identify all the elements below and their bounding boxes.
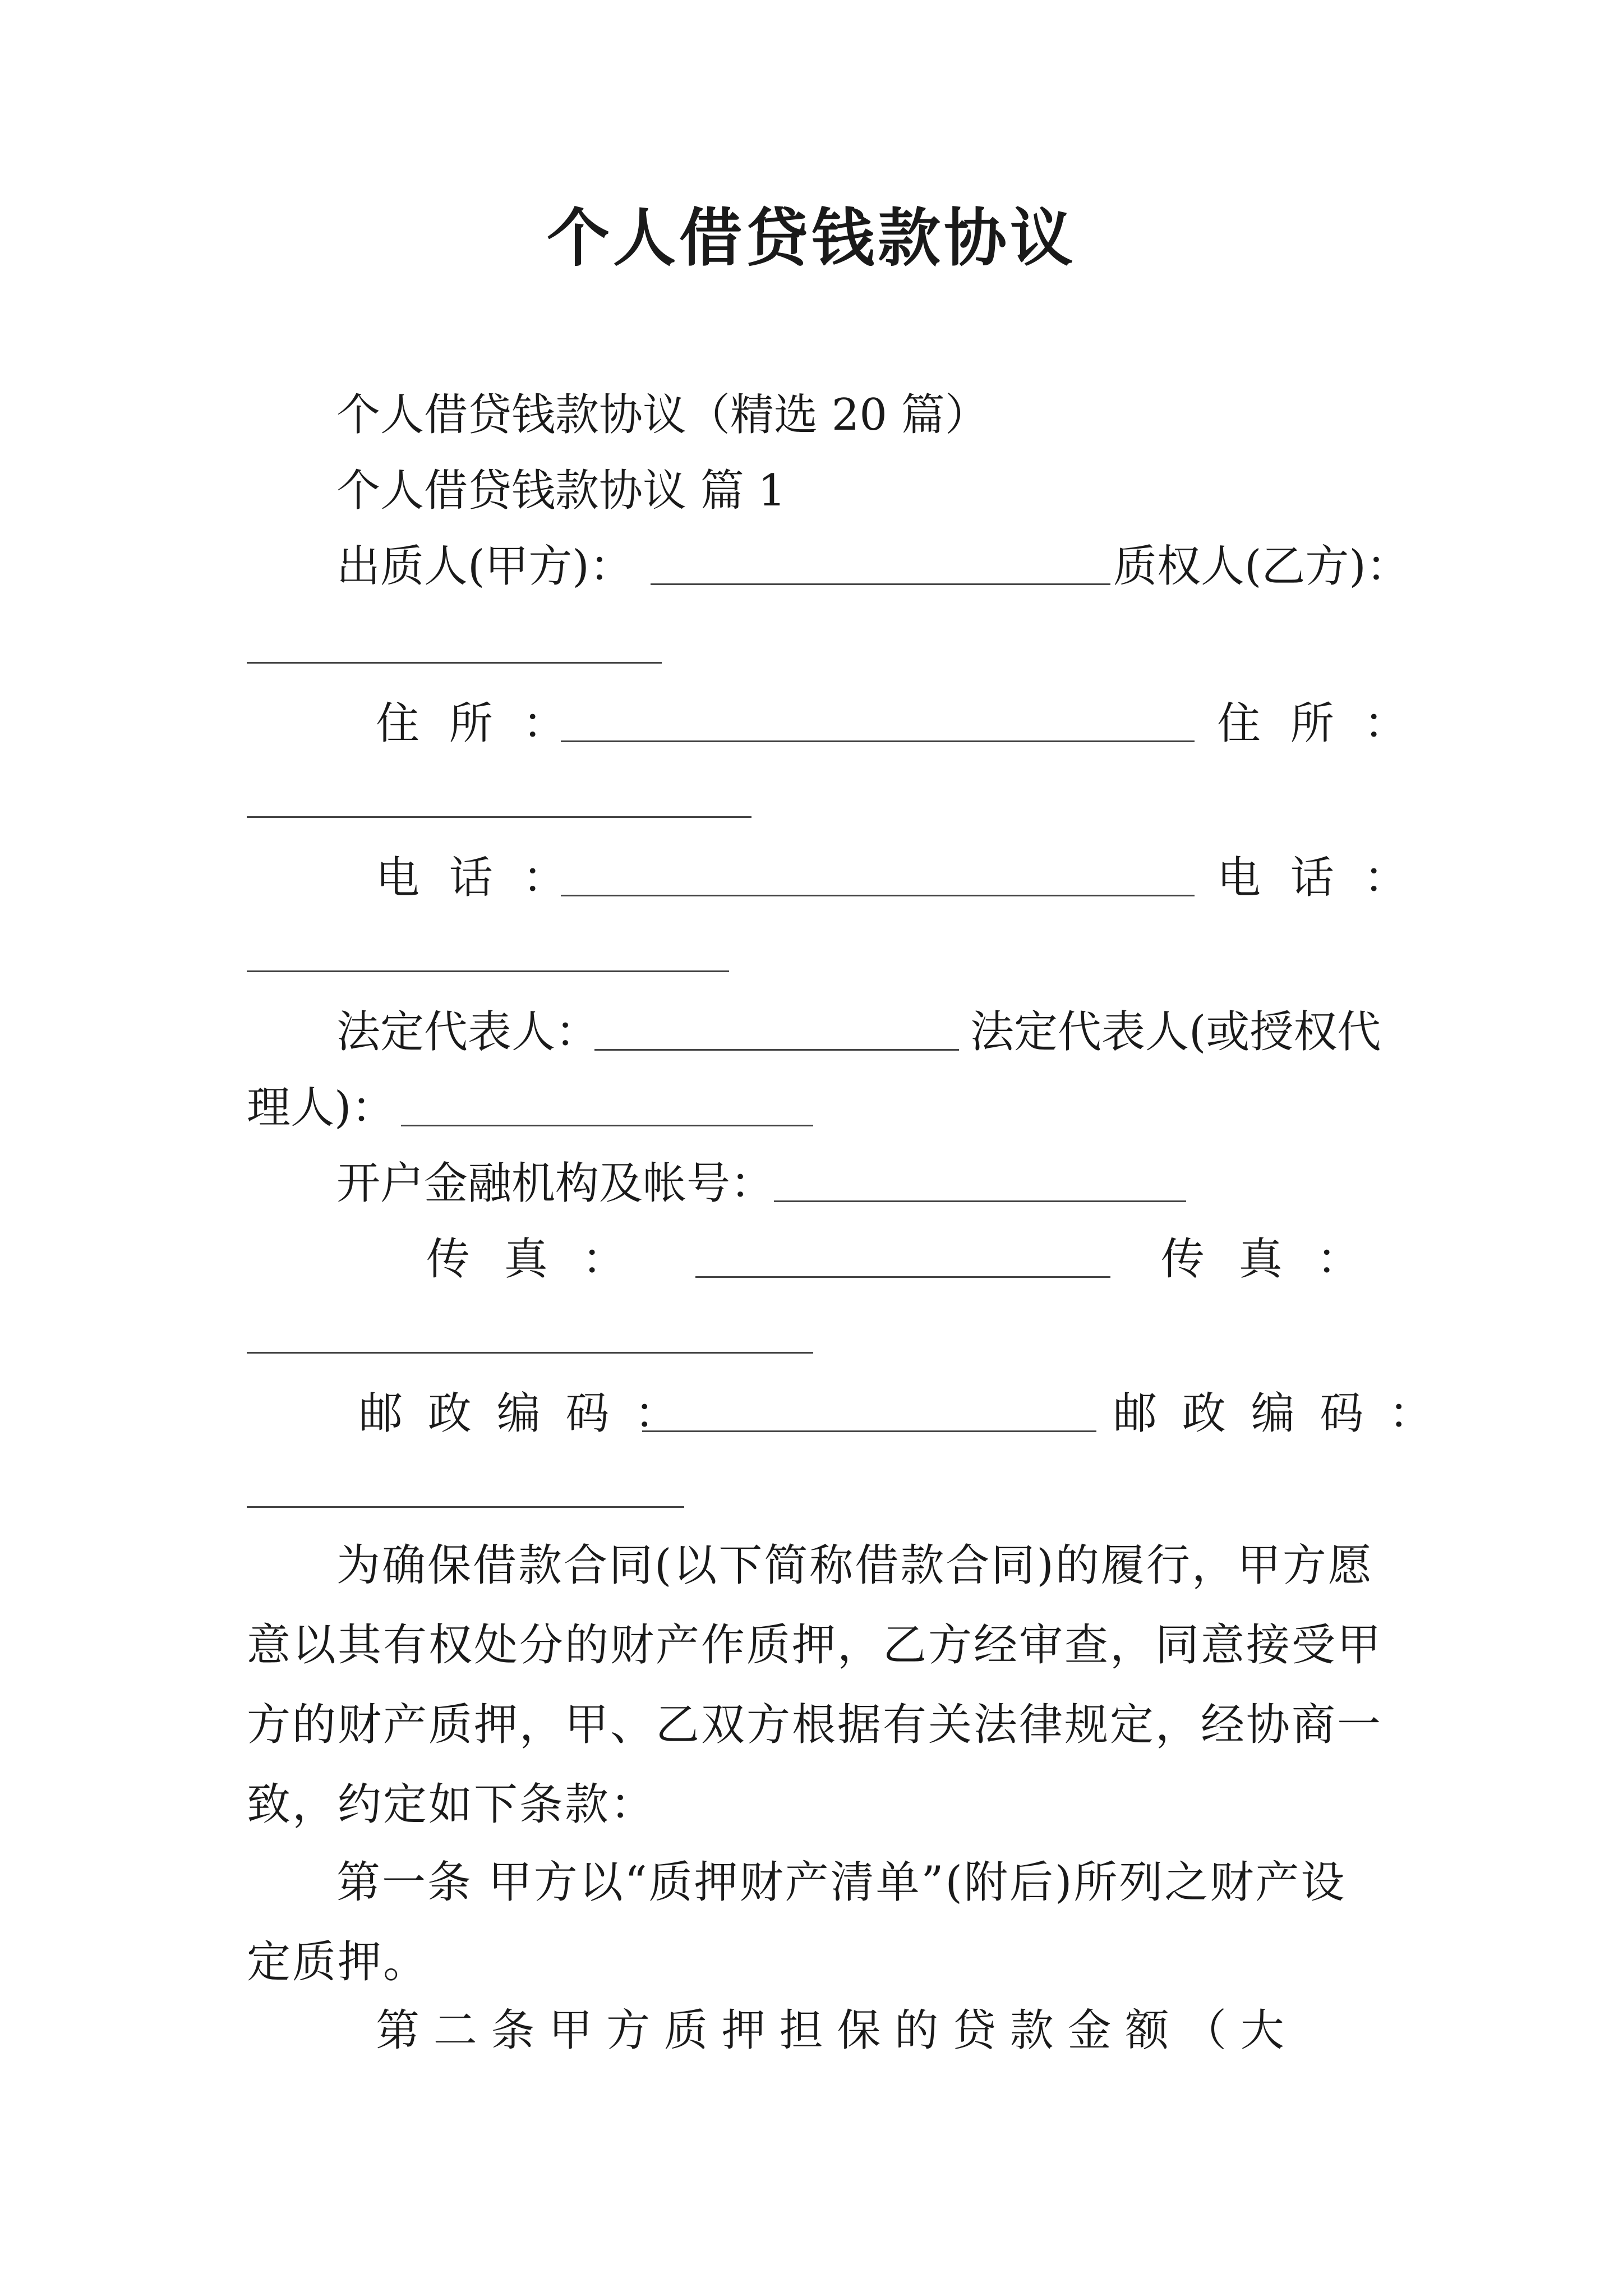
address-label: 住 所 ： [376,698,574,749]
legal-rep-agent-label-cont: 理人)： [247,1083,395,1133]
postcode-label-2: 邮 政 编 码 ： [1113,1388,1438,1439]
address-label-2: 住 所 ： [1217,698,1415,749]
legal-rep-agent-label: 法定代表人(或授权代 [970,1007,1381,1057]
phone-blank-line-2 [247,970,729,972]
postcode-blank-line [642,1430,1096,1432]
legal-rep-label: 法定代表人： [336,1007,600,1057]
pledgor-label: 出质人(甲方)： [336,541,633,592]
fax-label-2: 传 真 ： [1161,1234,1371,1285]
legal-rep-blank-line [594,1049,959,1051]
bank-label: 开户金融机构及帐号： [336,1158,774,1209]
article-2-start: 第 二 条 甲 方 质 押 担 保 的 贷 款 金 额 （ 大 [376,2005,1284,2056]
section-heading: 个人借贷钱款协议 篇 1 [336,466,786,516]
pledgee-label: 质权人(乙方)： [1113,541,1410,592]
legal-rep-agent-blank-line [401,1125,813,1126]
intro-paragraph: 为确保借款合同(以下简称借款合同)的履行，甲方愿意以其有权处分的财产作质押，乙方经审查，同意接受甲方的财产质押，甲、乙双方根据有关法律规定，经协商一致，约定如下条款： [247,1540,1383,1830]
phone-label-2: 电 话 ： [1217,853,1415,903]
postcode-label: 邮 政 编 码 ： [359,1388,684,1439]
address-blank-line-2 [247,816,751,818]
address-blank-line [561,740,1195,742]
postcode-blank-line-2 [247,1506,684,1508]
bank-blank-line [774,1200,1186,1202]
document-subtitle: 个人借贷钱款协议（精选 20 篇） [336,390,989,440]
fax-label: 传 真 ： [426,1234,636,1285]
article-1: 第一条 甲方以“质押财产清单”(附后)所列之财产设定质押。 [247,1857,1347,1987]
phone-blank-line [561,895,1195,896]
pledgee-blank-line [247,662,662,664]
fax-blank-line [695,1276,1110,1278]
phone-label: 电 话 ： [376,853,574,903]
pledgor-blank-line [651,583,1110,585]
fax-blank-line-2 [247,1352,813,1354]
document-title: 个人借贷钱款协议 [547,201,1076,275]
